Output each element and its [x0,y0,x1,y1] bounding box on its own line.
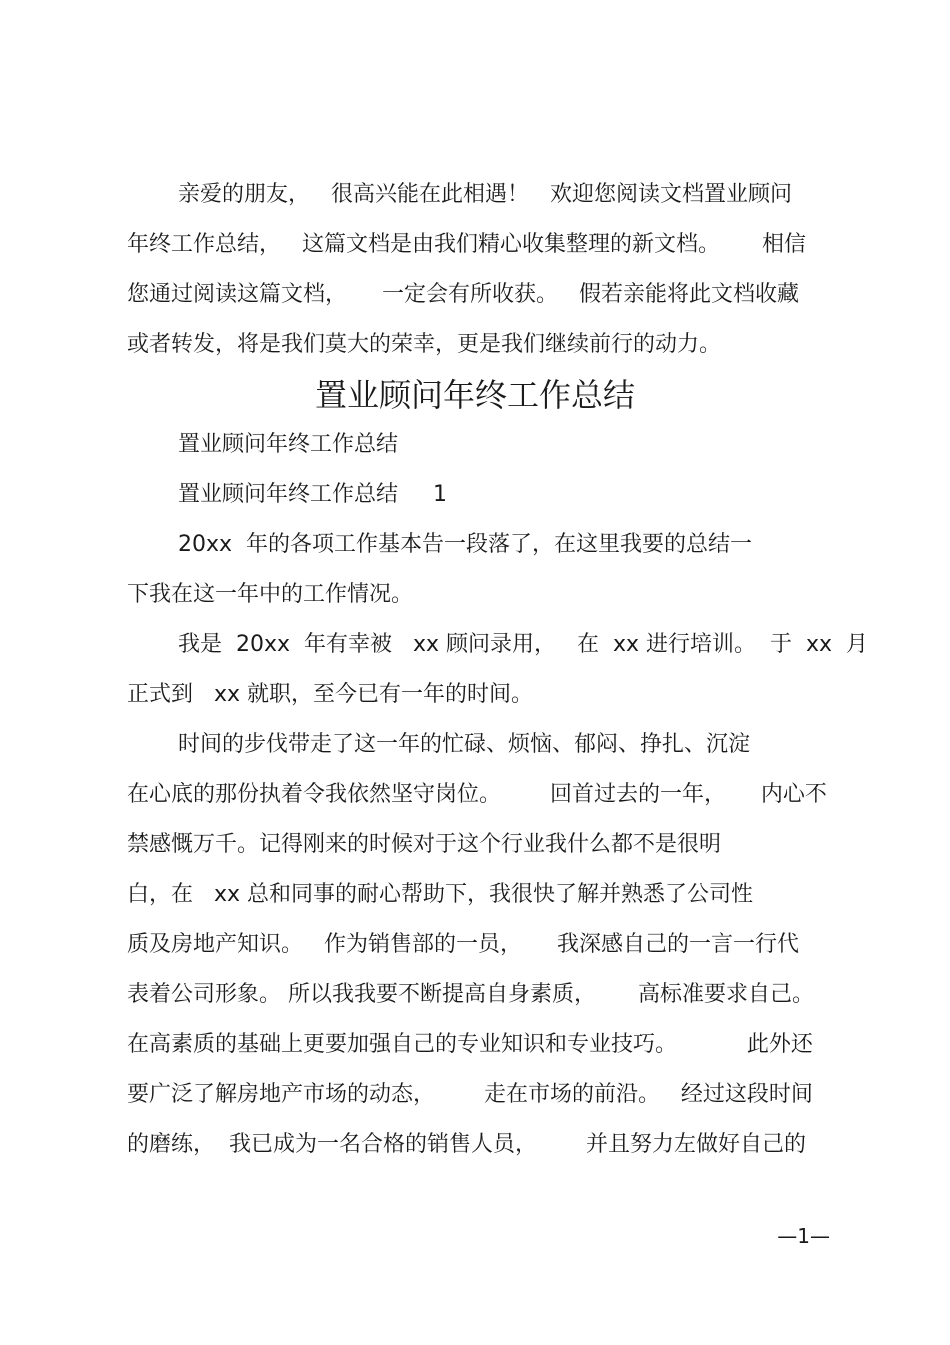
document-title: 置业顾问年终工作总结 [314,376,635,414]
body-line-8: 在心底的那份执着令我依然坚守岗位。 回首过去的一年， 内心不 [127,782,827,807]
body-line-4: 下我在这一年中的工作情况。 [127,582,414,607]
body-line-1: 置业顾问年终工作总结 [178,432,399,457]
body-line-9: 禁感慨万千。记得刚来的时候对于这个行业我什么都不是很明 [127,832,722,857]
intro-line-4: 或者转发，将是我们莫大的荣幸，更是我们继续前行的动力。 [127,332,722,357]
body-line-5: 我是 20xx 年有幸被 xx 顾问录用， 在 xx 进行培训。 于 xx 月 [178,632,869,657]
page-number: —1— [777,1224,830,1248]
body-line-10: 白，在 xx 总和同事的耐心帮助下，我很快了解并熟悉了公司性 [127,882,754,907]
intro-line-2: 年终工作总结， 这篇文档是由我们精心收集整理的新文档。 相信 [127,232,806,257]
body-line-12: 表着公司形象。 所以我我要不断提高自身素质， 高标准要求自己。 [127,982,814,1007]
body-line-14: 要广泛了解房地产市场的动态， 走在市场的前沿。 经过这段时间 [127,1082,813,1107]
body-line-6: 正式到 xx 就职，至今已有一年的时间。 [127,682,534,707]
intro-line-1: 亲爱的朋友， 很高兴能在此相遇！ 欢迎您阅读文档置业顾问 [178,182,792,207]
body-line-15: 的磨练， 我已成为一名合格的销售人员， 并且努力左做好自己的 [127,1132,806,1157]
body-line-3: 20xx 年的各项工作基本告一段落了，在这里我要的总结一 [178,532,753,557]
body-line-7: 时间的步伐带走了这一年的忙碌、烦恼、郁闷、挣扎、沉淀 [178,732,751,757]
body-line-11: 质及房地产知识。 作为销售部的一员， 我深感自己的一言一行代 [127,932,799,957]
body-line-2: 置业顾问年终工作总结 1 [178,482,447,507]
body-line-13: 在高素质的基础上更要加强自己的专业知识和专业技巧。 此外还 [127,1032,813,1057]
intro-line-3: 您通过阅读这篇文档， 一定会有所收获。 假若亲能将此文档收藏 [127,282,799,307]
